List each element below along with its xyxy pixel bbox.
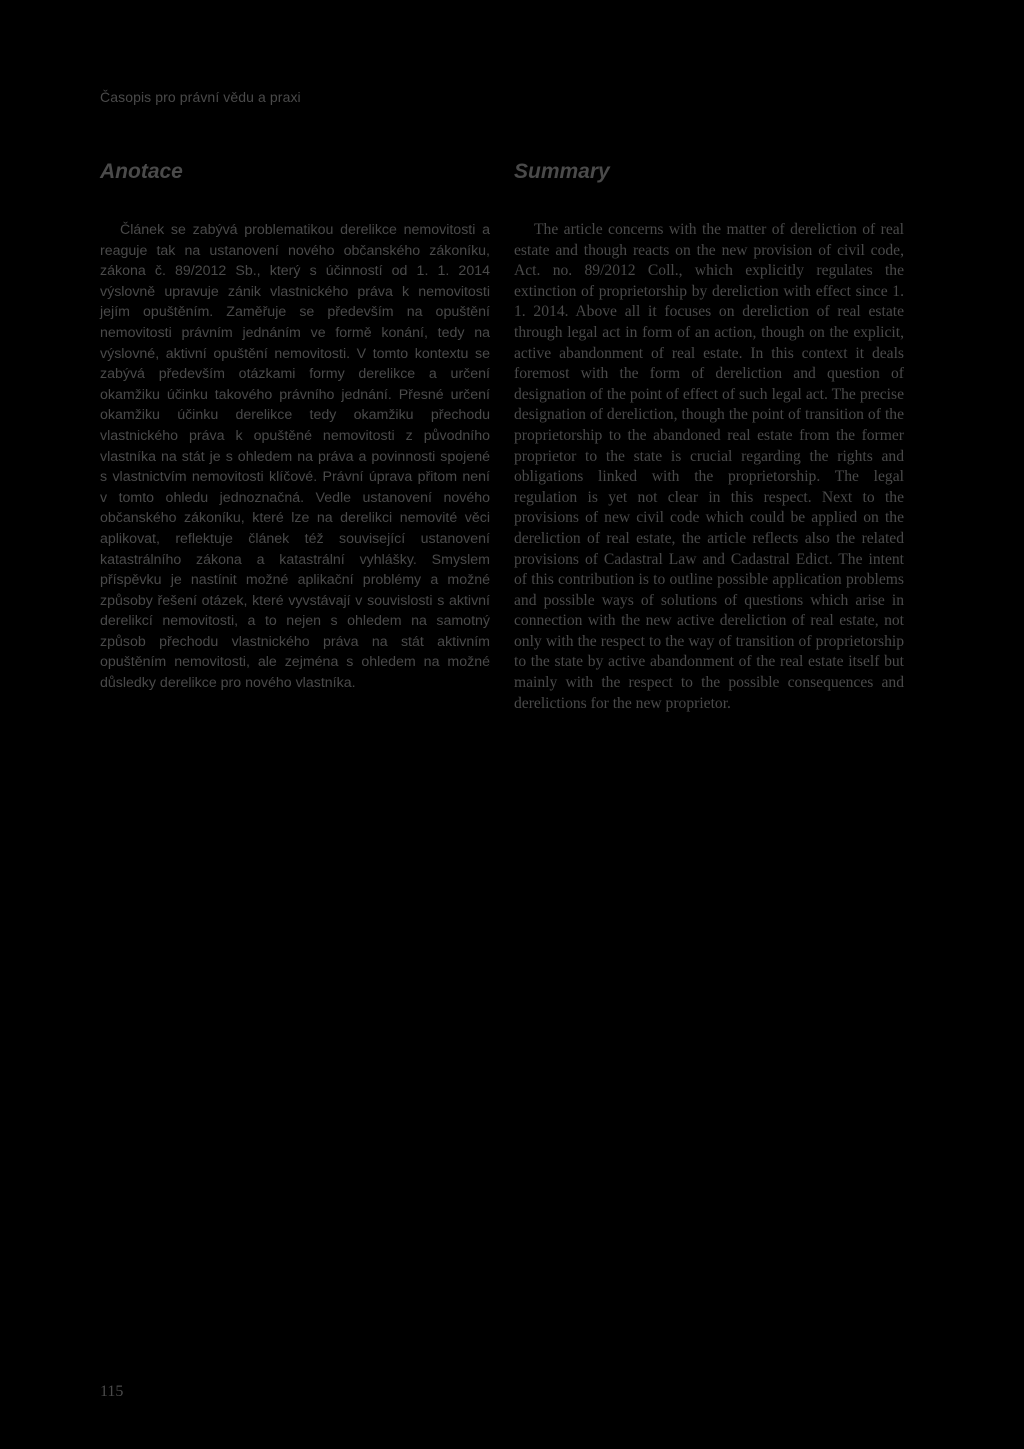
annotation-section: [100, 158, 490, 694]
annotation-text: Článek se zabývá problematikou derelikce nemovitosti a reaguje tak na ustanovení nového občanského zákoníku, zákona č. 89/2012 Sb., který s účinností od 1. 1. 2014 výslovně upravuje zánik vlastnického práva k nemovitosti jejím opuštěním. Zaměřuje se především na opuštění nemovitosti právním jednáním ve formě konání, tedy na výslovné, aktivní opuštění nemovitosti. V tomto kontextu se zabývá především otázkami formy derelikce a určení okamžiku účinku takového právního jednání. Přesné určení okamžiku účinku derelikce tedy okamžiku přechodu vlastnického práva k opuštěné nemovitosti z původního vlastníka na stát je s ohledem na práva a povinnosti spojené s vlastnictvím nemovitosti klíčové. Právní úprava přitom není v tomto ohledu jednoznačná. Vedle ustanovení nového občanského zákoníku, které lze na derelikci nemovité věci aplikovat, reflektuje článek též související ustanovení katastrálního zákona a katastrální vyhlášky. Smyslem příspěvku je nastínit možné aplikační problémy a možné způsoby řešení otázek, které vyvstávají v souvislosti s aktivní derelikcí nemovitosti, a to nejen s ohledem na samotný způsob přechodu vlastnického práva na stát aktivním opuštěním nemovitosti, ale zejména s ohledem na možné důsledky derelikce pro nového vlastníka.: [100, 222, 490, 692]
page-number: 115: [100, 1383, 124, 1400]
summary-text: The article concerns with the matter of dereliction of real estate and though reacts on the new provision of civil code, Act. no. 89/2012 Coll., which explicitly regulates the extinction of proprietorship by dereliction with effect since 1. 1. 2014. Above all it focuses on dereliction of real estate through legal act in form of an action, though on the explicit, active abandonment of real estate. In this context it deals foremost with the form of dereliction and question of designation of the point of effect of such legal act. The precise designation of dereliction, though the point of transition of the proprietorship to the abandoned real estate from the former proprietor to the state is crucial regarding the rights and obligations linked with the proprietorship. The legal regulation is yet not clear in this respect. Next to the provisions of new civil code which could be applied on the dereliction of real estate, the article reflects also the related provisions of Cadastral Law and Cadastral Edict. The intent of this contribution is to outline possible application problems and possible ways of solutions of questions which arise in connection with the new active dereliction of real estate, not only with the respect to the way of transition of proprietorship to the state by active abandonment of the real estate itself but mainly with the respect to the possible consequences and derelictions for the new proprietor.: [514, 221, 904, 712]
summary-heading: Summary: [514, 160, 610, 183]
journal-running-head: Časopis pro právní vědu a praxi: [100, 89, 301, 105]
summary-section: [514, 158, 904, 714]
annotation-heading: Anotace: [100, 160, 183, 183]
